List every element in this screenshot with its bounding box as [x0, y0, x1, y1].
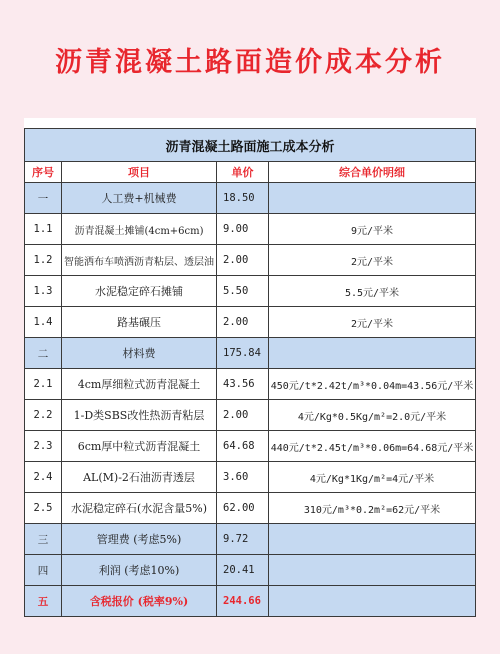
row-item: 沥青混凝土摊铺(4cm+6cm)	[62, 214, 217, 245]
row-detail	[269, 183, 476, 214]
row-number: 一	[25, 183, 62, 214]
table-row	[25, 183, 476, 214]
row-item: 路基碾压	[62, 307, 217, 338]
row-number: 1.4	[25, 307, 62, 338]
row-item: 材料费	[62, 338, 217, 369]
row-detail	[269, 524, 476, 555]
row-price: 9.72	[217, 524, 269, 555]
row-item: AL(M)-2石油沥青透层	[62, 462, 217, 493]
row-price: 62.00	[217, 493, 269, 524]
table-row	[25, 462, 476, 493]
row-number: 1.3	[25, 276, 62, 307]
row-item: 智能洒布车喷洒沥青粘层、透层油	[62, 245, 217, 276]
table-row	[25, 555, 476, 586]
table-row	[25, 307, 476, 338]
row-item: 水泥稳定碎石(水泥含量5%)	[62, 493, 217, 524]
row-number: 三	[25, 524, 62, 555]
row-price: 9.00	[217, 214, 269, 245]
row-detail	[269, 555, 476, 586]
table-row	[25, 369, 476, 400]
row-price: 5.50	[217, 276, 269, 307]
row-number: 2.5	[25, 493, 62, 524]
row-number: 1.2	[25, 245, 62, 276]
row-detail: 440元/t*2.45t/m³*0.06m=64.68元/平米	[269, 431, 476, 462]
row-item: 管理费 (考虑5%)	[62, 524, 217, 555]
row-number: 2.2	[25, 400, 62, 431]
row-price: 175.84	[217, 338, 269, 369]
cost-analysis-table	[24, 128, 476, 617]
row-price: 244.66	[217, 586, 269, 617]
table-row	[25, 431, 476, 462]
row-price: 20.41	[217, 555, 269, 586]
row-detail: 5.5元/平米	[269, 276, 476, 307]
header-detail: 综合单价明细	[269, 162, 476, 183]
table-row	[25, 586, 476, 617]
row-number: 四	[25, 555, 62, 586]
row-item: 含税报价 (税率9%)	[62, 586, 217, 617]
row-price: 64.68	[217, 431, 269, 462]
row-price: 18.50	[217, 183, 269, 214]
row-detail: 4元/Kg*1Kg/m²=4元/平米	[269, 462, 476, 493]
row-item: 利润 (考虑10%)	[62, 555, 217, 586]
header-price: 单价	[217, 162, 269, 183]
table-row	[25, 245, 476, 276]
row-number: 2.1	[25, 369, 62, 400]
header-item: 项目	[62, 162, 217, 183]
row-number: 二	[25, 338, 62, 369]
table-row	[25, 400, 476, 431]
row-item: 人工费+机械费	[62, 183, 217, 214]
row-number: 2.4	[25, 462, 62, 493]
page-title: 沥青混凝土路面造价成本分析	[55, 47, 445, 78]
row-detail	[269, 338, 476, 369]
row-detail: 2元/平米	[269, 245, 476, 276]
row-number: 2.3	[25, 431, 62, 462]
row-price: 2.00	[217, 307, 269, 338]
table-row	[25, 276, 476, 307]
table-row	[25, 338, 476, 369]
row-detail	[269, 586, 476, 617]
row-number: 五	[25, 586, 62, 617]
header-no: 序号	[25, 162, 62, 183]
row-detail: 450元/t*2.42t/m³*0.04m=43.56元/平米	[269, 369, 476, 400]
row-item: 1-D类SBS改性热沥青粘层	[62, 400, 217, 431]
row-item: 水泥稳定碎石摊铺	[62, 276, 217, 307]
row-price: 43.56	[217, 369, 269, 400]
table-row	[25, 214, 476, 245]
table-caption: 沥青混凝土路面施工成本分析	[25, 129, 476, 162]
row-detail: 4元/Kg*0.5Kg/m²=2.0元/平米	[269, 400, 476, 431]
table-row	[25, 524, 476, 555]
row-item: 6cm厚中粒式沥青混凝土	[62, 431, 217, 462]
row-price: 3.60	[217, 462, 269, 493]
table-row	[25, 493, 476, 524]
table-caption-row	[25, 129, 476, 162]
row-detail: 2元/平米	[269, 307, 476, 338]
row-price: 2.00	[217, 245, 269, 276]
row-detail: 310元/m³*0.2m²=62元/平米	[269, 493, 476, 524]
row-number: 1.1	[25, 214, 62, 245]
row-detail: 9元/平米	[269, 214, 476, 245]
table-header-row	[25, 162, 476, 183]
row-item: 4cm厚细粒式沥青混凝土	[62, 369, 217, 400]
row-price: 2.00	[217, 400, 269, 431]
